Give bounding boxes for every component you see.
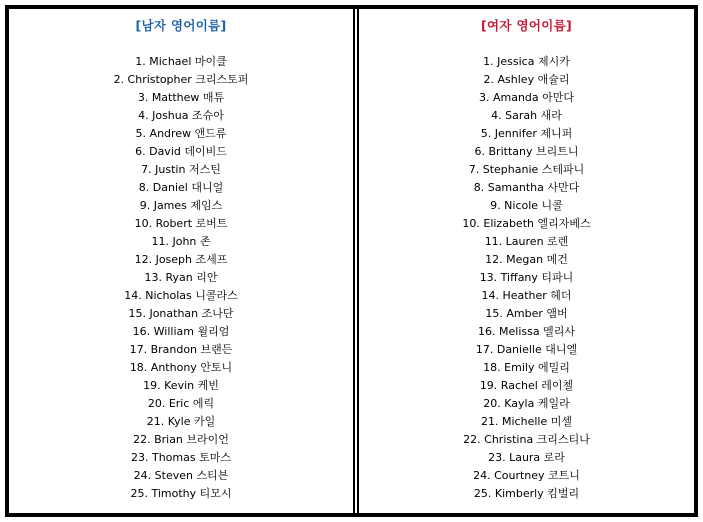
- female-name-item: 18. Emily 에밀리: [483, 361, 570, 374]
- female-name-item: 13. Tiffany 티파니: [479, 271, 574, 284]
- female-name-item: 19. Rachel 레이첼: [479, 379, 574, 392]
- female-name-item: 14. Heather 헤더: [481, 289, 572, 302]
- female-name-item: 12. Megan 메건: [485, 253, 568, 266]
- male-names-column: [9, 9, 353, 513]
- male-names-title: [남자 영어이름]: [135, 18, 227, 33]
- male-name-item: 23. Thomas 토마스: [131, 451, 231, 464]
- female-names-column: [359, 9, 694, 513]
- male-name-item: 4. Joshua 조슈아: [138, 109, 224, 122]
- male-name-item: 9. James 제임스: [139, 199, 223, 212]
- female-name-item: 23. Laura 로라: [488, 451, 565, 464]
- female-name-item: 1. Jessica 제시카: [483, 55, 570, 68]
- male-name-item: 11. John 존: [151, 235, 211, 248]
- male-name-item: 10. Robert 로버트: [134, 217, 228, 230]
- female-name-item: 16. Melissa 멜리사: [478, 325, 575, 338]
- male-name-item: 18. Anthony 안토니: [129, 361, 233, 374]
- female-names-title: [여자 영어이름]: [481, 18, 572, 33]
- female-name-item: 25. Kimberly 킴벌리: [473, 487, 580, 500]
- female-name-item: 2. Ashley 애슐리: [483, 73, 570, 86]
- female-name-item: 5. Jennifer 제니퍼: [480, 127, 573, 140]
- female-name-list: [359, 53, 694, 503]
- female-name-item: 10. Elizabeth 엘리자베스: [462, 217, 591, 230]
- female-name-item: 22. Christina 크리스티나: [463, 433, 590, 446]
- female-name-item: 24. Courtney 코트니: [473, 469, 580, 482]
- male-name-item: 1. Michael 마이클: [135, 55, 227, 68]
- female-name-item: 21. Michelle 미셸: [481, 415, 572, 428]
- female-name-item: 11. Lauren 로렌: [484, 235, 569, 248]
- female-name-item: 6. Brittany 브리트니: [474, 145, 579, 158]
- male-name-item: 14. Nicholas 니콜라스: [124, 289, 238, 302]
- male-name-list: [9, 53, 353, 503]
- female-name-item: 20. Kayla 케일라: [483, 397, 570, 410]
- male-name-item: 7. Justin 저스틴: [141, 163, 221, 176]
- male-name-item: 13. Ryan 리안: [144, 271, 218, 284]
- female-name-item: 9. Nicole 니콜: [490, 199, 563, 212]
- female-name-item: 17. Danielle 대니엘: [475, 343, 578, 356]
- male-name-item: 3. Matthew 매튜: [137, 91, 225, 104]
- male-name-item: 12. Joseph 조세프: [134, 253, 228, 266]
- male-name-item: 22. Brian 브라이언: [133, 433, 229, 446]
- male-name-item: 24. Steven 스티븐: [133, 469, 229, 482]
- male-name-item: 20. Eric 에릭: [147, 397, 215, 410]
- female-name-item: 3. Amanda 아만다: [478, 91, 575, 104]
- male-name-item: 8. Daniel 대니얼: [138, 181, 224, 194]
- female-name-item: 8. Samantha 사만다: [473, 181, 580, 194]
- male-name-item: 17. Brandon 브랜든: [129, 343, 233, 356]
- male-name-item: 19. Kevin 케빈: [143, 379, 219, 392]
- female-name-item: 7. Stephanie 스테파니: [468, 163, 585, 176]
- male-name-item: 16. William 윌리엄: [132, 325, 230, 338]
- male-name-item: 25. Timothy 티모시: [130, 487, 232, 500]
- female-name-item: 15. Amber 앰버: [485, 307, 568, 320]
- female-name-item: 4. Sarah 새라: [491, 109, 562, 122]
- male-name-item: 15. Jonathan 조나단: [128, 307, 234, 320]
- names-table: [5, 5, 698, 517]
- male-name-item: 5. Andrew 앤드류: [135, 127, 227, 140]
- male-name-item: 6. David 데이비드: [135, 145, 227, 158]
- male-name-item: 21. Kyle 카일: [146, 415, 216, 428]
- male-name-item: 2. Christopher 크리스토퍼: [113, 73, 249, 86]
